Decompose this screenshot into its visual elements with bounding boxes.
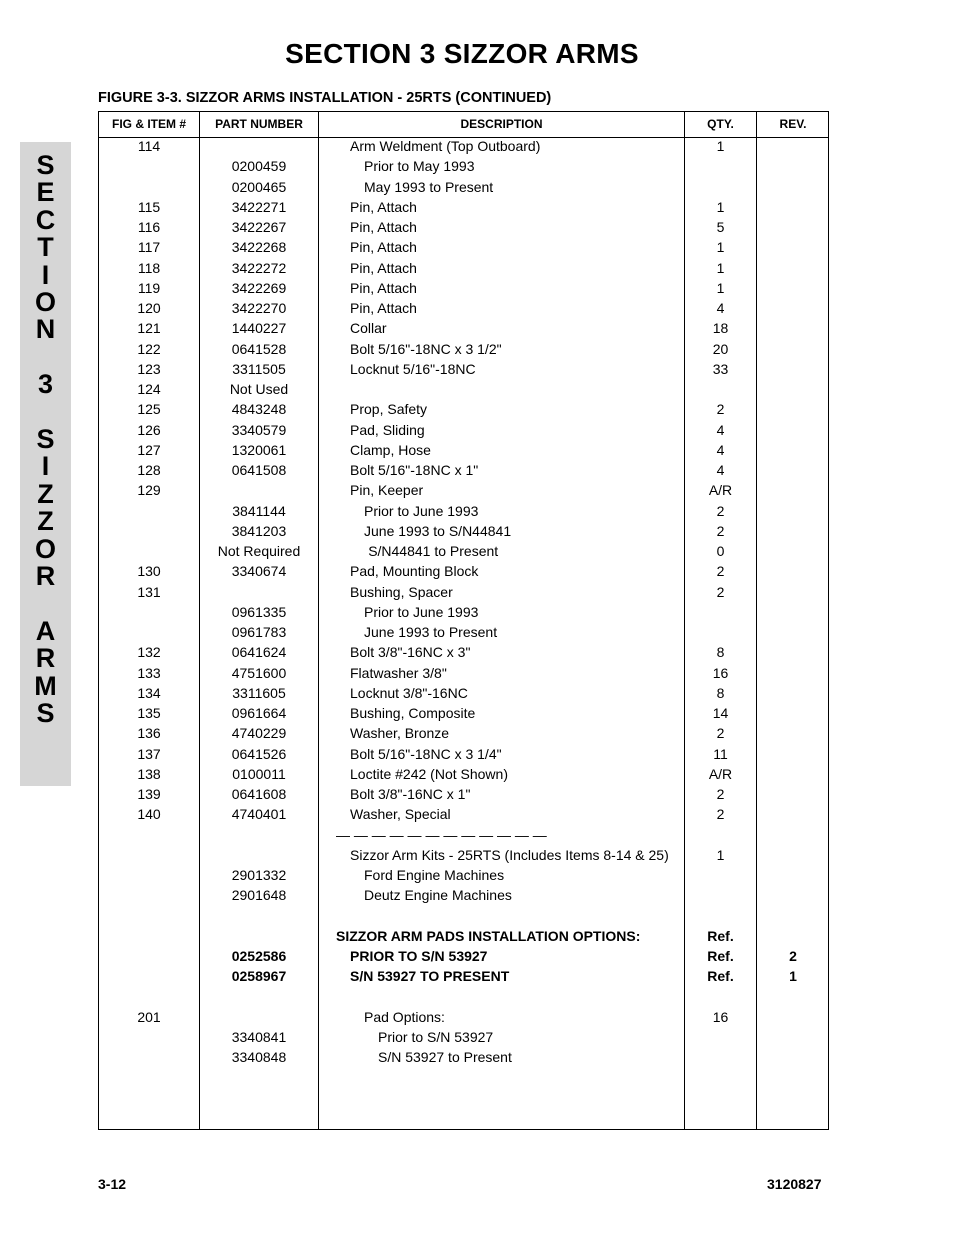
row-qty: Ref. (707, 968, 734, 985)
row-part-number: 0641608 (231, 786, 287, 802)
row-description: Clamp, Hose (350, 441, 431, 458)
row-description: Prop, Safety (350, 401, 428, 418)
row-description: Loctite #242 (Not Shown) (350, 765, 508, 782)
document-number: 3120827 (767, 1176, 822, 1192)
row-qty: 2 (716, 583, 725, 600)
row-qty: 2 (716, 806, 725, 823)
table-row (0, 825, 954, 845)
row-qty: 1 (716, 138, 725, 154)
table-row (0, 420, 954, 440)
row-description: Bushing, Composite (350, 705, 476, 721)
table-row (0, 136, 954, 156)
table-row (0, 622, 954, 642)
row-part-number: 3311605 (232, 684, 286, 701)
row-qty: 16 (712, 664, 729, 681)
row-qty: 5 (716, 219, 725, 235)
row-qty: 1 (716, 279, 725, 296)
row-fig-item: 115 (137, 198, 161, 215)
table-row (0, 278, 954, 298)
row-qty: 16 (712, 1008, 729, 1025)
row-qty: 2 (716, 725, 725, 742)
row-description: Pad, Mounting Block (350, 563, 479, 580)
row-fig-item: 126 (137, 421, 161, 438)
side-tab-letter: Z (37, 478, 54, 509)
row-qty: 2 (716, 563, 725, 580)
row-qty: 1 (716, 198, 725, 215)
row-part-number: 3340579 (231, 421, 287, 438)
row-part-number: 3841203 (231, 522, 287, 539)
row-part-number: 3311505 (232, 360, 286, 377)
row-part-number: 1440227 (231, 320, 287, 337)
row-fig-item: 139 (137, 786, 161, 802)
row-fig-item: 137 (137, 745, 161, 762)
table-row (0, 926, 954, 946)
table-row (0, 683, 954, 703)
table-row (0, 541, 954, 561)
row-description: Bolt 5/16"-18NC x 1" (350, 462, 479, 478)
row-description: Collar (350, 320, 387, 337)
row-fig-item: 123 (137, 360, 161, 377)
table-row (0, 865, 954, 885)
side-tab-letter: S (36, 150, 55, 180)
row-part-number: 0641624 (231, 644, 287, 661)
row-part-number: 3422268 (231, 239, 287, 256)
row-rev: 2 (789, 948, 797, 964)
row-part-number: 4751600 (231, 664, 287, 681)
row-part-number: 4740401 (231, 806, 287, 823)
table-row (0, 399, 954, 419)
row-description: June 1993 to S/N44841 (364, 522, 512, 539)
row-qty: 2 (716, 401, 725, 418)
row-fig-item: 140 (137, 806, 161, 823)
row-description: Locknut 5/16"-18NC (350, 360, 476, 377)
table-row (0, 460, 954, 480)
row-description: Ford Engine Machines (364, 867, 505, 883)
side-tab-letter: O (34, 533, 56, 564)
row-description: Prior to May 1993 (364, 158, 475, 175)
row-qty: A/R (708, 482, 733, 499)
row-fig-item: 130 (137, 563, 161, 580)
row-description: Prior to June 1993 (364, 603, 479, 620)
row-qty: 11 (713, 745, 728, 762)
table-row (0, 561, 954, 581)
row-description: Bolt 3/8"-16NC x 1" (350, 786, 471, 802)
table-row (0, 359, 954, 379)
side-tab-letter: A (35, 615, 56, 646)
row-part-number: 3340848 (231, 1049, 287, 1066)
row-description: Bolt 5/16"-18NC x 3 1/4" (350, 745, 502, 762)
row-part-number: 0961664 (231, 705, 287, 721)
row-part-number: 0252586 (231, 948, 287, 964)
row-part-number: 0961335 (231, 603, 287, 620)
row-description: Flatwasher 3/8" (350, 664, 447, 681)
table-row (0, 784, 954, 804)
table-row (0, 987, 954, 1007)
side-tab-letter: S (36, 698, 55, 728)
header-fig-item: FIG & ITEM # (111, 117, 186, 131)
row-fig-item: 136 (137, 725, 161, 742)
table-row (0, 177, 954, 197)
row-fig-item: 201 (137, 1008, 161, 1025)
row-fig-item: 121 (137, 320, 161, 337)
row-description: Pad, Sliding (350, 421, 425, 438)
row-fig-item: 133 (137, 664, 161, 681)
row-qty: A/R (708, 765, 733, 782)
row-description: Prior to June 1993 (364, 502, 479, 519)
row-part-number: 2901648 (231, 887, 287, 904)
row-part-number: 3340674 (231, 563, 287, 580)
row-qty: 8 (716, 644, 725, 661)
row-qty: 2 (716, 786, 725, 802)
table-row (0, 582, 954, 602)
row-qty: 2 (716, 502, 725, 519)
row-qty: 4 (716, 300, 725, 316)
row-qty: Ref. (707, 927, 734, 944)
row-fig-item: 138 (137, 765, 161, 782)
row-description: Pad Options: (364, 1008, 445, 1025)
header-qty: QTY. (707, 117, 734, 131)
side-tab-letter: M (34, 670, 57, 701)
table-row (0, 764, 954, 784)
row-part-number: 3422269 (231, 279, 287, 296)
row-part-number: 0961783 (231, 624, 287, 640)
row-description: Washer, Bronze (350, 725, 450, 742)
table-row (0, 602, 954, 622)
table-row (0, 906, 954, 926)
table-row (0, 845, 954, 865)
row-part-number: 3841144 (232, 502, 286, 519)
table-row (0, 703, 954, 723)
table-row (0, 379, 954, 399)
row-fig-item: 131 (137, 583, 161, 600)
row-description: Washer, Special (350, 806, 451, 823)
row-part-number: 3422270 (231, 300, 287, 316)
section-title: SECTION 3 SIZZOR ARMS (285, 38, 639, 69)
row-part-number: 0641526 (231, 745, 287, 762)
header-description: DESCRIPTION (460, 117, 543, 131)
table-row (0, 966, 954, 986)
row-description: Locknut 3/8"-16NC (350, 684, 468, 701)
row-description: Bolt 3/8"-16NC x 3" (350, 644, 471, 661)
table-row (0, 723, 954, 743)
row-description: Pin, Attach (350, 219, 417, 235)
row-qty: 20 (712, 340, 729, 357)
row-qty: 14 (712, 705, 729, 721)
side-tab-letter: I (41, 451, 50, 482)
row-fig-item: 122 (137, 340, 161, 357)
figure-title: FIGURE 3-3. SIZZOR ARMS INSTALLATION - 25RTS (CONTINUED) (98, 90, 552, 106)
row-description: Pin, Keeper (350, 482, 424, 499)
row-qty: 0 (716, 543, 725, 559)
row-description: Prior to S/N 53927 (378, 1029, 494, 1045)
row-part-number: 1320061 (231, 441, 287, 458)
row-qty: 33 (712, 360, 729, 377)
header-rev: REV. (779, 117, 807, 131)
row-description: Bushing, Spacer (350, 583, 453, 600)
row-fig-item: 134 (137, 684, 161, 701)
row-description: Pin, Attach (350, 259, 417, 276)
row-part-number: 3422267 (231, 219, 287, 235)
side-tab-letter: O (34, 287, 56, 317)
row-fig-item: 117 (137, 239, 161, 256)
row-qty: Ref. (707, 948, 734, 964)
table-row (0, 318, 954, 338)
table-row (0, 885, 954, 905)
row-part-number: 4740229 (231, 725, 287, 742)
table-row (0, 744, 954, 764)
table-row (0, 480, 954, 500)
row-fig-item: 120 (137, 300, 161, 316)
table-row (0, 339, 954, 359)
side-tab-letter: R (35, 561, 56, 591)
row-part-number: 0258967 (231, 968, 287, 985)
table-row (0, 237, 954, 257)
row-description: Bolt 5/16"-18NC x 3 1/2" (350, 340, 502, 357)
row-fig-item: 119 (137, 279, 161, 296)
table-row (0, 1047, 954, 1067)
row-qty: 4 (716, 441, 725, 458)
side-tab-letter: R (35, 643, 56, 674)
row-description: Pin, Attach (350, 279, 417, 296)
row-part-number: 0641528 (231, 340, 287, 357)
row-fig-item: 135 (137, 705, 161, 721)
row-part-number: Not Used (229, 381, 289, 397)
side-tab-letter: C (35, 204, 56, 235)
table-row (0, 946, 954, 966)
row-fig-item: 127 (137, 441, 161, 458)
row-description: May 1993 to Present (364, 178, 494, 195)
page-number: 3-12 (98, 1176, 127, 1192)
table-row (0, 217, 954, 237)
table-row (0, 804, 954, 824)
row-rev: 1 (789, 968, 797, 985)
row-description: Pin, Attach (350, 198, 417, 215)
table-row (0, 156, 954, 176)
table-row (0, 1007, 954, 1027)
row-fig-item: 118 (137, 259, 161, 276)
row-qty: 4 (716, 462, 725, 478)
row-qty: 1 (716, 239, 725, 256)
table-row (0, 258, 954, 278)
row-description: SIZZOR ARM PADS INSTALLATION OPTIONS: (336, 927, 641, 944)
row-description: S/N 53927 TO PRESENT (350, 968, 510, 985)
table-row (0, 642, 954, 662)
row-fig-item: 116 (137, 219, 161, 235)
row-fig-item: 129 (137, 482, 161, 499)
row-fig-item: 114 (137, 138, 161, 154)
row-description: Deutz Engine Machines (364, 887, 512, 904)
side-tab-letter: 3 (37, 369, 54, 400)
row-description: S/N44841 to Present (368, 543, 499, 559)
row-qty: 8 (716, 684, 725, 701)
table-row (0, 440, 954, 460)
row-part-number: 3340841 (231, 1029, 287, 1045)
row-part-number: 4843248 (231, 401, 287, 418)
side-tab-letter: I (41, 259, 50, 290)
row-part-number: 3422271 (231, 198, 287, 215)
side-tab-letter: E (36, 177, 55, 208)
row-qty: 18 (712, 320, 729, 337)
table-row (0, 197, 954, 217)
header-part-number: PART NUMBER (215, 117, 303, 131)
side-tab-letter: Z (37, 506, 54, 537)
row-description: S/N 53927 to Present (378, 1049, 512, 1066)
table-row (0, 663, 954, 683)
row-part-number: 2901332 (231, 867, 287, 883)
table-row (0, 501, 954, 521)
row-qty: 1 (716, 259, 725, 276)
table-row (0, 298, 954, 318)
row-fig-item: 128 (137, 462, 161, 478)
row-fig-item: 124 (137, 381, 161, 397)
row-part-number: 0641508 (231, 462, 287, 478)
row-description: Sizzor Arm Kits - 25RTS (Includes Items 8-14 & 25) (350, 846, 669, 863)
side-tab-letter: T (37, 232, 54, 263)
row-description: PRIOR TO S/N 53927 (350, 948, 488, 964)
row-qty: 1 (716, 846, 725, 863)
row-description: Pin, Attach (350, 239, 417, 256)
row-part-number: 0100011 (232, 765, 286, 782)
row-part-number: Not Required (217, 543, 301, 559)
row-qty: 4 (716, 421, 725, 438)
table-row (0, 521, 954, 541)
row-description: — — — — — — — — — — — — (336, 826, 547, 843)
row-part-number: 0200459 (231, 158, 287, 175)
side-tab-letter: N (35, 314, 56, 345)
row-fig-item: 132 (137, 644, 161, 661)
side-tab-letter: S (36, 424, 55, 454)
row-fig-item: 125 (137, 401, 161, 418)
table-row (0, 1027, 954, 1047)
row-description: Pin, Attach (350, 300, 417, 316)
row-description: Arm Weldment (Top Outboard) (350, 138, 541, 154)
row-part-number: 3422272 (231, 259, 287, 276)
row-part-number: 0200465 (231, 178, 287, 195)
row-qty: 2 (716, 522, 725, 539)
row-description: June 1993 to Present (364, 624, 498, 640)
